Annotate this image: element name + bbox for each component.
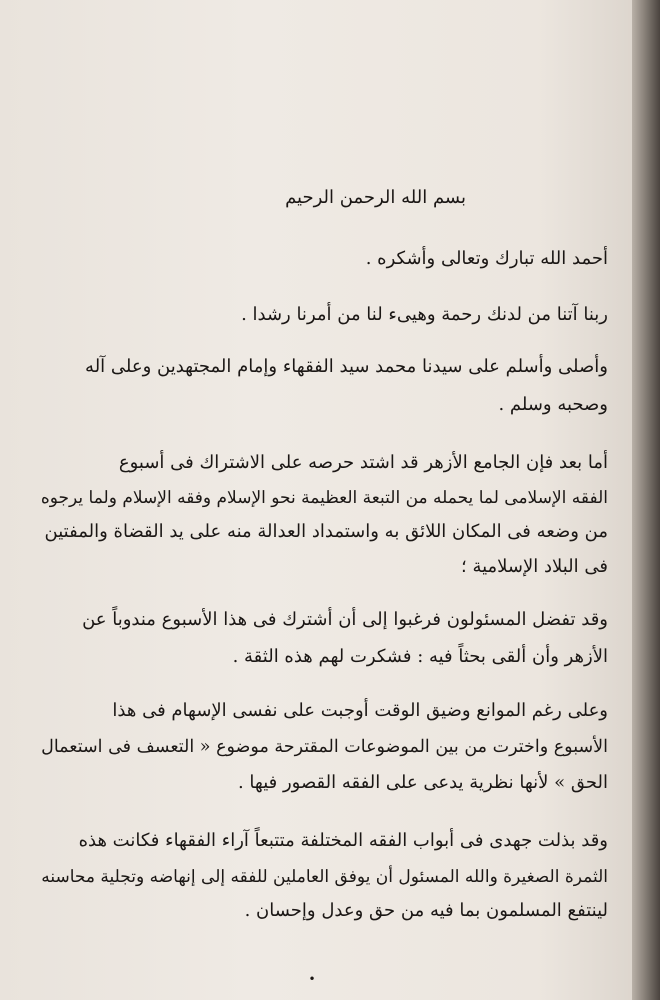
paragraph-line: من وضعه فى المكان اللائق به واستمداد العدالة منه على يد القضاة والمفتين xyxy=(44,521,608,542)
paragraph-line: الفقه الإسلامى لما يحمله من التبعة العظيمة نحو الإسلام وفقه الإسلام ولما يرجوه xyxy=(40,488,608,508)
paragraph-line: ربنا آتنا من لدنك رحمة وهيىء لنا من أمرنا رشدا . xyxy=(241,304,608,325)
paragraph-line: الأزهر وأن ألقى بحثاً فيه : فشكرت لهم هذه الثقة . xyxy=(232,646,608,667)
paragraph-line: أحمد الله تبارك وتعالى وأشكره . xyxy=(365,248,608,269)
paragraph-line: أما بعد فإن الجامع الأزهر قد اشتد حرصه على الاشتراك فى أسبوع xyxy=(118,452,608,473)
paragraph-line: وصحبه وسلم . xyxy=(498,394,608,415)
paragraph-line: وعلى رغم الموانع وضيق الوقت أوجبت على نفسى الإسهام فى هذا xyxy=(112,700,608,721)
paragraph-line: وقد بذلت جهدى فى أبواب الفقه المختلفة متتبعاً آراء الفقهاء فكانت هذه xyxy=(78,830,608,851)
basmala: بسم الله الرحمن الرحيم xyxy=(285,187,466,208)
paragraph-line: الثمرة الصغيرة والله المسئول أن يوفق العاملين للفقه إلى إنهاضه وتجلية محاسنه xyxy=(41,867,608,887)
paragraph-line: الحق » لأنها نظرية يدعى على الفقه القصور فيها . xyxy=(237,772,608,793)
paragraph-line: لينتفع المسلمون بما فيه من حق وعدل وإحسان . xyxy=(244,900,608,921)
paragraph-line: الأسبوع واخترت من بين الموضوعات المقترحة موضوع « التعسف فى استعمال xyxy=(41,737,608,757)
page-ornament: • xyxy=(308,972,316,986)
paragraph-line: وقد تفضل المسئولون فرغبوا إلى أن أشترك فى هذا الأسبوع مندوباً عن xyxy=(82,609,608,630)
paragraph-line: فى البلاد الإسلامية ؛ xyxy=(461,556,608,577)
book-spine-shadow xyxy=(632,0,660,1000)
paragraph-line: وأصلى وأسلم على سيدنا محمد سيد الفقهاء وإمام المجتهدين وعلى آله xyxy=(85,356,608,377)
